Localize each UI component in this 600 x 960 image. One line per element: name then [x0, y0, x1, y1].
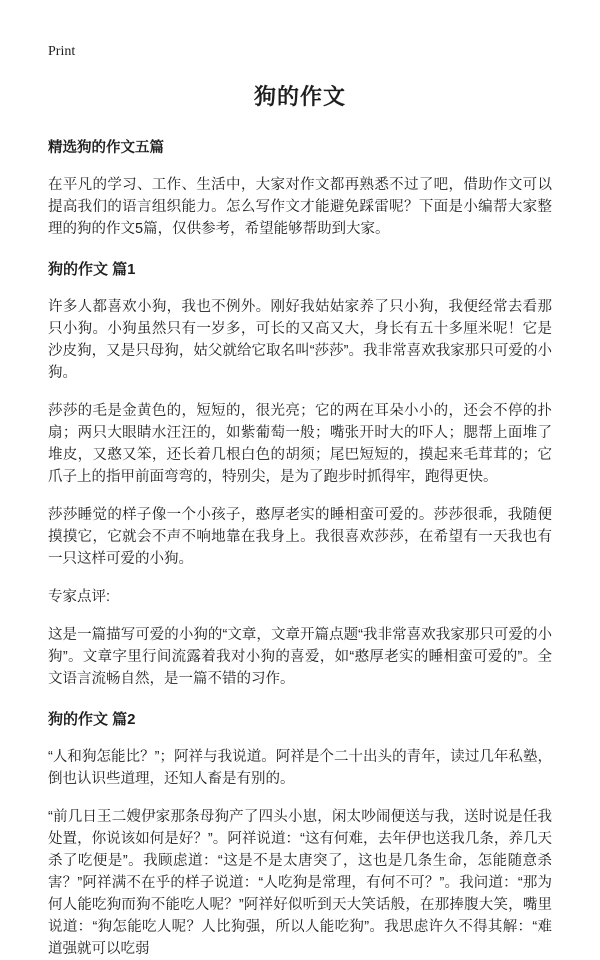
essay-paragraph: 这是一篇描写可爱的小狗的“文章，文章开篇点题“我非常喜欢我家那只可爱的小狗”。文章字里行间流露着我对小狗的喜爱，如“憨厚老实的睡相蛮可爱的”。全文语言流畅自然，是一篇不错的习作。: [48, 627, 552, 687]
essay-paragraph: “人和狗怎能比？”；阿祥与我说道。阿祥是个二十出头的青年，读过几年私塾，倒也认识些道理，还知人畜是有别的。: [48, 749, 552, 787]
document-subtitle: 精选狗的作文五篇: [48, 140, 164, 156]
page-title: 狗的作文: [253, 84, 346, 109]
essay-content: [48, 174, 552, 960]
print-link[interactable]: Print: [48, 44, 76, 59]
essay-paragraph: 专家点评:: [48, 589, 111, 605]
essay-section-heading: 狗的作文 篇2: [48, 711, 136, 728]
essay-paragraph: 许多人都喜欢小狗，我也不例外。刚好我姑姑家养了只小狗，我便经常去看那只小狗。小狗虽然只有一岁多，可长的又高又大，身长有五十多厘米呢！它是沙皮狗，又是只母狗，姑父就给它取名叫“莎莎”。我非常喜欢我家那只可爱的小狗。: [48, 299, 552, 381]
essay-paragraph: 莎莎的毛是金黄色的，短短的，很光亮；它的两在耳朵小小的，还会不停的扑扇；两只大眼睛水汪汪的，如紫葡萄一般；嘴张开时大的吓人；腮帮上面堆了堆皮，又憨又笨，还长着几根白色的胡须；尾巴短短的，摸起来毛茸茸的；它爪子上的指甲前面弯弯的，特别尖，是为了跑步时抓得牢，跑得更快。: [48, 403, 552, 485]
essay-paragraph: “前几日王二嫂伊家那条母狗产了四头小崽，闲太吵闹便送与我，送时说是任我处置，你说该如何是好？”。阿祥说道：“这有何难，去年伊也送我几条，养几天杀了吃便是”。我顾虑道：“这是不是太唐突了，这也是几条生命，怎能随意杀害？”阿祥满不在乎的样子说道：“人吃狗是常理，有何不可？”。我问道：“那为何人能吃狗而狗不能吃人呢？”阿祥好似听到天大笑话般，在那捧腹大笑，嘴里说道：“狗怎能吃人呢？人比狗强，所以人能吃狗”。我思虑许久不得其解：“难道强就可以吃弱: [48, 809, 552, 957]
essay-paragraph: 莎莎睡觉的样子像一个小孩子，憨厚老实的睡相蛮可爱的。莎莎很乖，我随便摸摸它，它就会不声不响地靠在我身上。我很喜欢莎莎，在希望有一天我也有一只这样可爱的小狗。: [48, 507, 552, 567]
essay-paragraph: 在平凡的学习、工作、生活中，大家对作文都再熟悉不过了吧，借助作文可以提高我们的语言组织能力。怎么写作文才能避免踩雷呢？下面是小编帮大家整理的狗的作文5篇，仅供参考，希望能够帮助到大家。: [48, 177, 552, 237]
essay-section-heading: 狗的作文 篇1: [48, 261, 136, 278]
